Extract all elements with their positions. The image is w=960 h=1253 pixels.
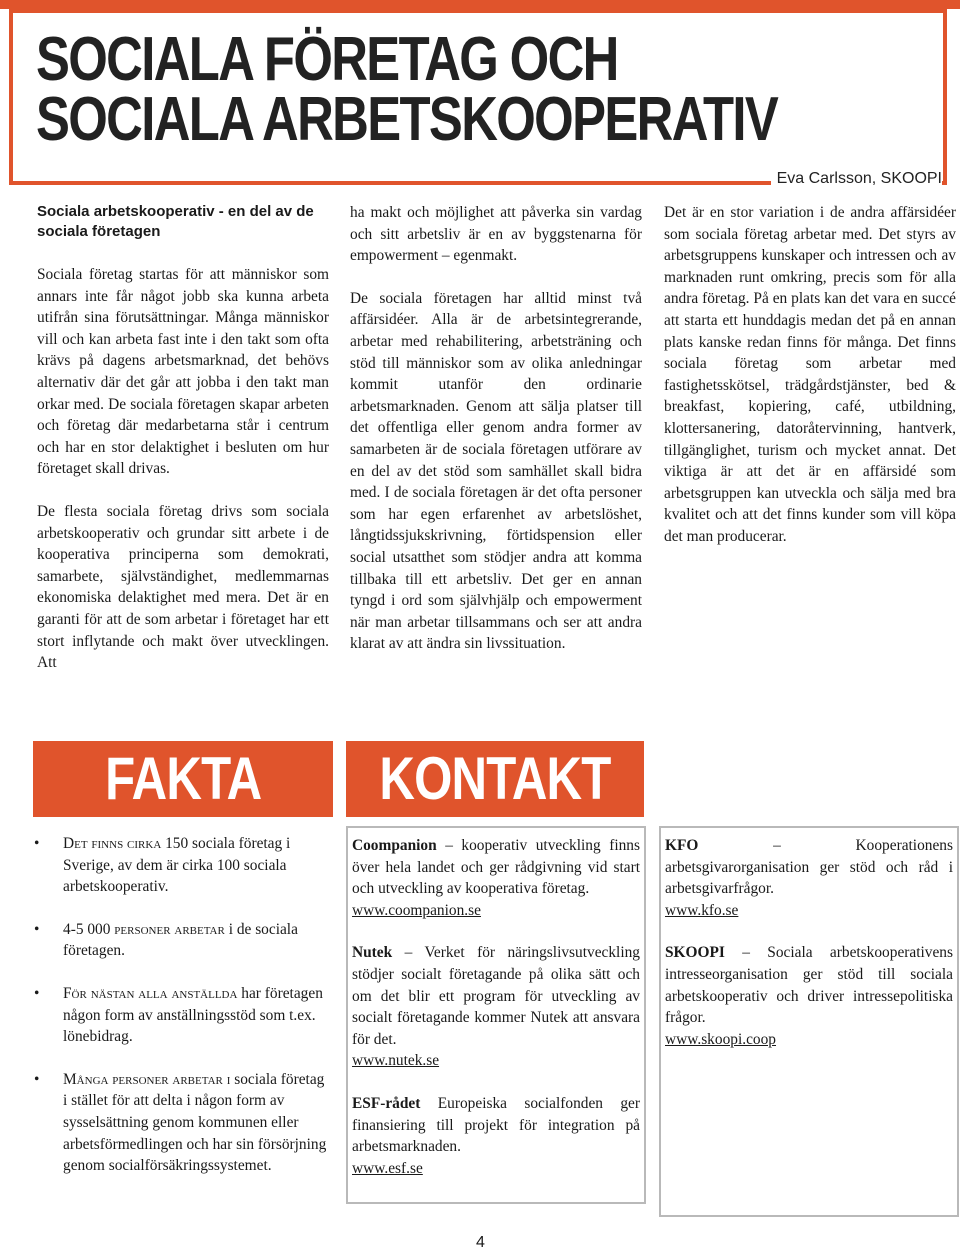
- page-number: 4: [476, 1234, 485, 1251]
- article-column-2: [350, 202, 642, 676]
- article-column-3: [664, 202, 956, 569]
- org-description: – Kooperationens arbetsgivarorganisation ger stöd och råd i arbetsgivarfrågor.: [665, 837, 953, 898]
- article-paragraph: ha makt och möjlighet att påverka sin vardag och sitt arbetsliv är en av byggstenarna för empowerment – egenmakt.: [350, 204, 642, 265]
- kontakt-entry-esf: [352, 1093, 640, 1179]
- org-name: Nutek: [352, 944, 393, 962]
- org-name: KFO: [665, 837, 699, 854]
- fakta-lead: Det finns cirka: [63, 835, 162, 852]
- skoopi-link[interactable]: www.skoopi.coop: [665, 1030, 777, 1048]
- article-paragraph: De flesta sociala företag drivs som sociala arbetskooperativ och grundar sitt arbete i de kooperativa principerna som demokrati, samarbete, självständighet, medlemmarnas ekonomiska delaktighet med mera. Det är en garanti för att de som arbetar i företaget har ett stort inflytande och makt över utvecklingen. Att: [37, 502, 329, 672]
- list-item: [32, 833, 328, 898]
- article-column-1: [37, 202, 329, 695]
- fakta-lead: För nästan alla anställda: [63, 984, 238, 1002]
- kontakt-entry-kfo: [665, 835, 953, 921]
- list-item: [32, 919, 328, 962]
- list-item: [32, 983, 328, 1048]
- title-top-bar: [0, 0, 960, 9]
- article-paragraph: Sociala företag startas för att människor som annars inte får något jobb ska kunna arbeta utifrån sina förutsättningar. Många människor vill och kan arbeta fast inte i den takt som ofta krävs på dagens arbetsmarknad, det behövs alternativ där det går att jobba i den takt man orkar med. De sociala företagen skapar arbeten och företag där medarbetarna står i centrum och har en stor delaktighet i besluten om hur företaget skall drivas.: [37, 266, 329, 478]
- fakta-text: sociala företag i stället för att delta i någon form av sysselsättning genom kommunen eller arbetsförmedlingen och har sin försörjning genom socialförsäkringssystemet.: [63, 1070, 327, 1175]
- kontakt-entry-skoopi: [665, 942, 953, 1050]
- kontakt-entry-coompanion: [352, 835, 640, 921]
- org-description: – Verket för näringslivsutveckling stödjer socialt företagande på olika sätt och om det blir ett program för utveckling av socialt företagande kommer Nutek att ansvara för det.: [352, 944, 640, 1048]
- org-name: Coompanion: [352, 837, 437, 854]
- list-item: [32, 1069, 328, 1177]
- fakta-banner: [33, 741, 333, 817]
- kontakt-box-2: [659, 826, 959, 1217]
- kfo-link[interactable]: www.kfo.se: [665, 901, 739, 919]
- fakta-lead: 4-5 000 personer arbetar: [63, 920, 225, 938]
- kontakt-heading: KONTAKT: [379, 745, 611, 812]
- fakta-text: 150 sociala företag i Sverige, av dem är cirka 100 sociala arbetskooperativ.: [63, 835, 291, 896]
- title-line-2: SOCIALA ARBETSKOOPERATIV: [36, 85, 778, 154]
- fakta-heading: FAKTA: [104, 745, 262, 812]
- fakta-lead: Många personer arbetar i: [63, 1070, 231, 1088]
- org-description: – Sociala arbetskooperativens intresseorganisation ger stöd till sociala arbetskooperativ och driver intressepolitiska frågor.: [665, 944, 953, 1027]
- article-subheading: Sociala arbetskooperativ - en del av de sociala företagen: [37, 203, 314, 240]
- kontakt-box-1: [346, 826, 646, 1204]
- org-name: SKOOPI: [665, 944, 725, 962]
- kontakt-banner: [346, 741, 644, 817]
- page-title: [36, 25, 778, 154]
- nutek-link[interactable]: www.nutek.se: [352, 1052, 440, 1070]
- esf-link[interactable]: www.esf.se: [352, 1159, 423, 1177]
- article-paragraph: De sociala företagen har alltid minst två affärsidéer. Alla är de arbetsintegrerande, arbetar med rehabilitering, arbetsträning och stöd till människor som av olika anledningar kommit utanför den ordinarie arbetsmarknaden. Genom att sälja platser till det offentliga eller genom andra former av samarbeten är de sociala företagen utförare av en del av det stöd som samhället skall bidra med. I de sociala företagen är det ofta personer som har egen erfarenhet av arbetslöshet, långtidssjukskrivning, förtidspension eller social utsatthet som stödjer andra att komma tillbaka till ett arbetsliv. Det ger en annan tyngd i ord som självhjälp och empowerment när man arbetar tillsammans och ser att andra klarat av att ändra sin livssituation.: [350, 289, 642, 653]
- fakta-text: har företagen någon form av anställningsstöd som t.ex. lönebidrag.: [63, 984, 323, 1046]
- org-description: Europeiska socialfonden ger finansiering till projekt för integration på arbetsmarknaden.: [352, 1094, 640, 1156]
- fakta-text: i de sociala företagen.: [63, 920, 298, 960]
- org-description: – kooperativ utveckling finns över hela landet och ger rådgivning vid start och utveckling av kooperativa företag.: [352, 837, 640, 898]
- coompanion-link[interactable]: www.coompanion.se: [352, 901, 481, 919]
- title-line-1: SOCIALA FÖRETAG OCH: [36, 25, 618, 94]
- kontakt-entry-nutek: [352, 942, 640, 1072]
- author-byline: Eva Carlsson, SKOOPI: [771, 170, 942, 188]
- fakta-list: [32, 833, 328, 1198]
- article-paragraph: Det är en stor variation i de andra affärsidéer som sociala företag arbetar med. Det styrs av arbetsgruppens kunskaper och intressen och av marknaden runt omkring, precis som för alla andra företag. På en plats kan det vara en succé att starta ett hunddagis medan det på en annan plats kanske redan finns för många. Det finns sociala företag som arbetar med fastighetsskötsel, trädgårdstjänster, bed & breakfast, kopiering, café, utbildning, klottersanering, datoråtervinning, hantverk, tillgänglighet, turism och mycket annat. Det viktiga är att det är en affärsidé som arbetsgruppen kan utveckla och sälja med bra kvalitet och att det finns kunder som vill köpa det man producerar.: [664, 204, 956, 545]
- org-name: ESF-rådet: [352, 1094, 421, 1112]
